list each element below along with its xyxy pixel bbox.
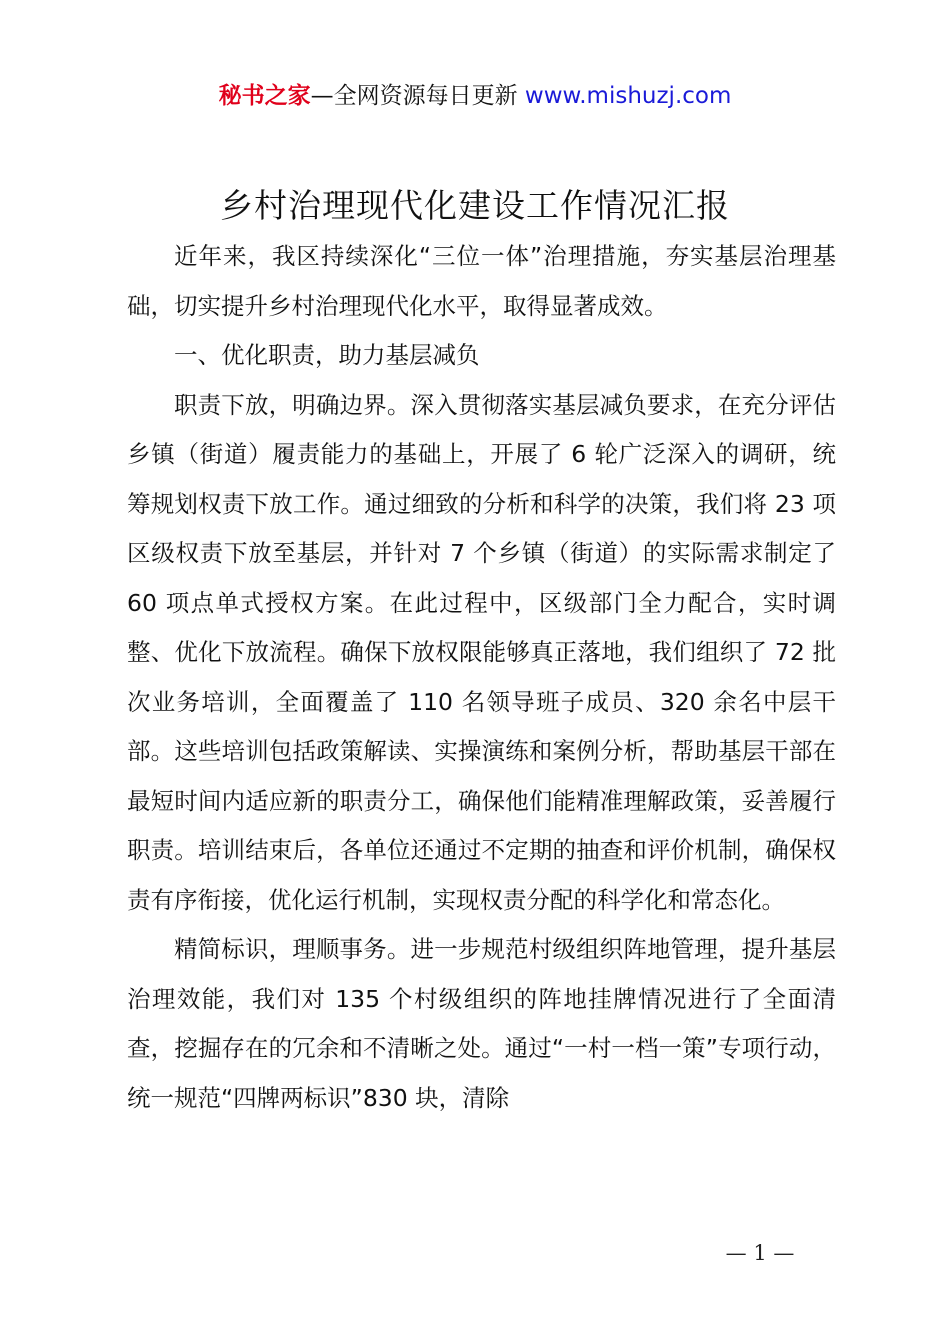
site-header bbox=[0, 78, 950, 114]
body-paragraph: 职责下放，明确边界。深入贯彻落实基层减负要求，在充分评估乡镇（街道）履责能力的基础上，开展了 6 轮广泛深入的调研，统筹规划权责下放工作。通过细致的分析和科学的决策，我们将 23 项区级权责下放至基层，并针对 7 个乡镇（街道）的实际需求制定了 60 项点单式授权方案。在此过程中，区级部门全力配合，实时调整、优化下放流程。确保下放权限能够真正落地，我们组织了 72 批次业务培训，全面覆盖了 110 名领导班子成员、320 余名中层干部。这些培训包括政策解读、实操演练和案例分析，帮助基层干部在最短时间内适应新的职责分工，确保他们能精准理解政策，妥善履行职责。培训结束后，各单位还通过不定期的抽查和评价机制，确保权责有序衔接，优化运行机制，实现权责分配的科学化和常态化。 bbox=[127, 390, 836, 914]
document-body bbox=[127, 232, 836, 1123]
header-tagline: —全网资源每日更新 bbox=[310, 83, 518, 109]
site-url-link[interactable]: www.mishuzj.com bbox=[524, 83, 732, 109]
intro-paragraph: 近年来，我区持续深化“三位一体”治理措施，夯实基层治理基础，切实提升乡村治理现代化水平，取得显著成效。 bbox=[127, 242, 836, 320]
section-heading: 一、优化职责，助力基层减负 bbox=[174, 341, 480, 369]
body-paragraph: 精简标识，理顺事务。进一步规范村级组织阵地管理，提升基层治理效能，我们对 135 个村级组织的阵地挂牌情况进行了全面清查，挖掘存在的冗余和不清晰之处。通过“一村一档一策”专项行动，统一规范“四牌两标识”830 块，清除 bbox=[127, 935, 836, 1112]
document-title: 乡村治理现代化建设工作情况汇报 bbox=[220, 186, 730, 225]
page-number: — 1 — bbox=[725, 1241, 795, 1265]
brand-name: 秘书之家 bbox=[218, 83, 311, 109]
